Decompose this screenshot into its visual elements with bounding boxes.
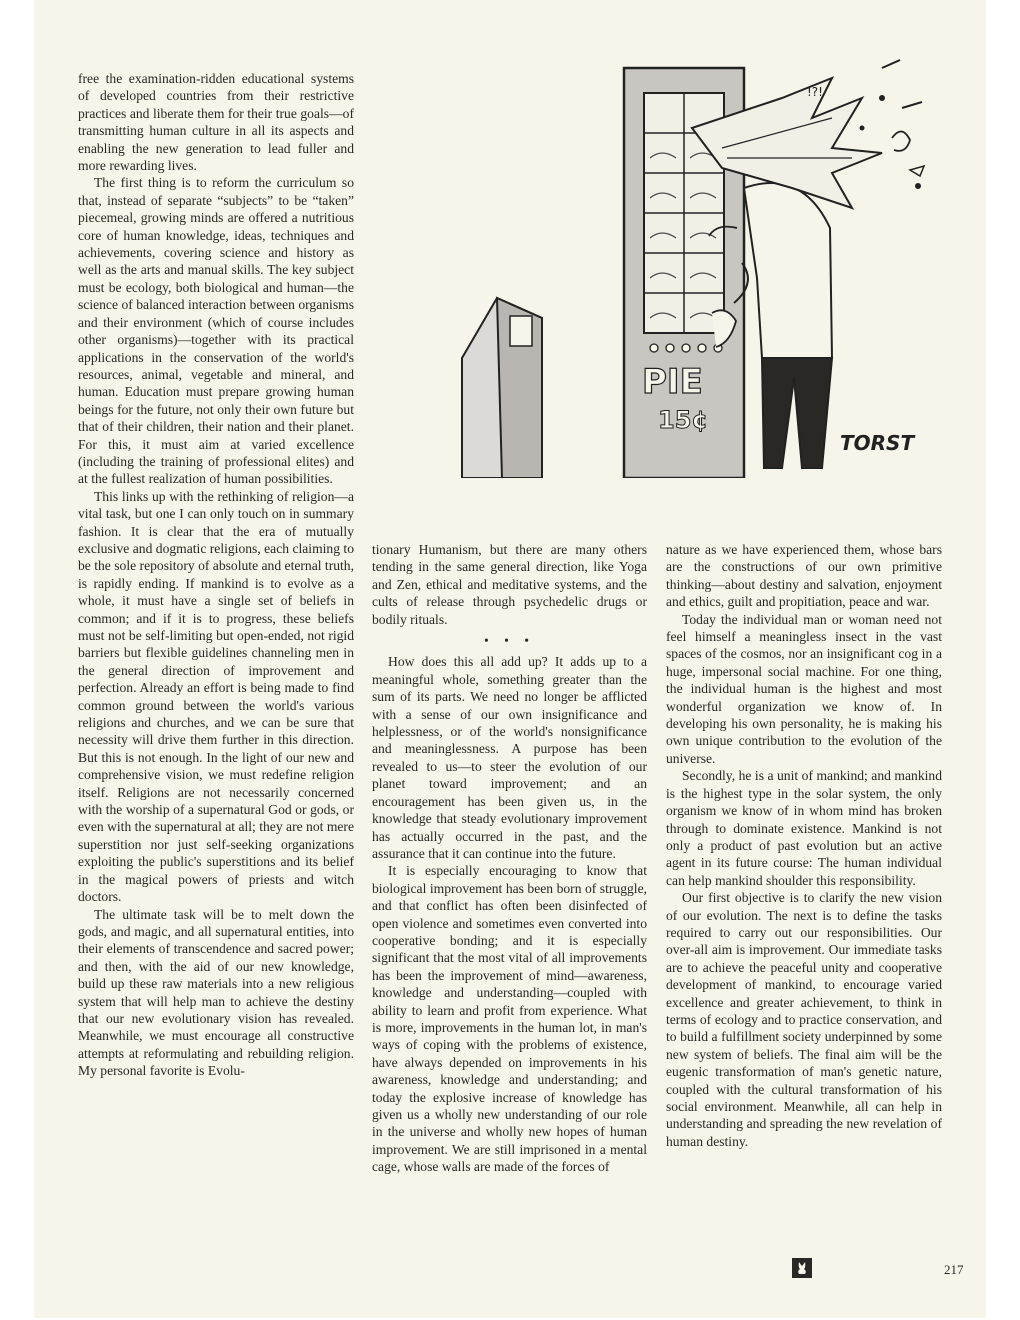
paragraph: The ultimate task will be to melt down the gods, and magic, and all supernatural entities, into their elements of transcendence and sacred power; and then, with the aid of our new knowledge, build up these raw materials into a new religious system that will help man to achieve the destiny that our new evolutionary vision has revealed. Meanwhile, we must encourage all constructive attempts at reformulating and rebuilding religion. My personal favorite is Evolu-: [78, 906, 354, 1079]
trash-bin: [462, 298, 542, 478]
paragraph: free the examination-ridden educational systems of developed countries from their restrictive practices and liberate them for their true goals—of transmitting human culture in all its aspects and enabling the new generation to lead fuller and more rewarding lives.: [78, 71, 354, 174]
paragraph: tionary Humanism, but there are many others tending in the same general direction, like Yoga and Zen, ethical and meditative systems, and the cults of release through psychedelic drugs or bodily rituals.: [372, 542, 647, 627]
section-break: • • •: [483, 633, 536, 649]
column-1: [78, 70, 354, 1080]
vending-machine-cartoon: [362, 58, 940, 478]
paragraph: Secondly, he is a unit of mankind; and mankind is the highest type in the solar system, the only organism we know of in whom mind has broken through to dominate existence. Mankind is not only a product of past evolution but an active agent in its future course: The human individual can help mankind shoulder this responsibility.: [666, 768, 942, 888]
paragraph: It is especially encouraging to know that biological improvement has been born of struggle, and that conflict has often been disinfected of open violence and sometimes even converted into cooperative bonding; and it is especially significant that the most vital of all improvements has been the improvement of mind—awareness, knowledge and understanding—coupled with ability to learn and profit from experience. What is more, improvements in the human lot, in man's ways of coping with the problems of existence, have always depended on improvements in his awareness, knowledge and understanding; and today the explosive increase of knowledge has given us a wholly new understanding of our role in the universe and wholly new hopes of human improvement. We are still imprisoned in a mental cage, whose walls are made of the forces of: [372, 863, 647, 1175]
splat-exclaim: !?!: [807, 85, 823, 99]
paragraph: nature as we have experienced them, whose bars are the constructions of our own primitive thinking—about destiny and salvation, enjoyment and ethics, guilt and propitiation, peace and war.: [666, 542, 942, 610]
magazine-page: [34, 0, 986, 1318]
column-3: [666, 541, 942, 1150]
page-number: 217: [944, 1262, 964, 1277]
artist-signature: TORST: [840, 431, 915, 455]
paragraph: The first thing is to reform the curriculum so that, instead of separate “subjects” to be “taken” piecemeal, growing minds are offered a nutritious core of human knowledge, ideas, techniques and achievements, covering science and history as well as the arts and manual skills. The key subject must be ecology, both biological and human—the science of balanced interaction between organisms and their environment (which of course includes other organisms)—together with its practical applications in the conservation of the world's resources, animal, vegetable and mineral, and human. Education must prepare growing human beings for the future, not only their own future but that of their children, their nation and their planet. For this, it must aim at varied excellence (including the training of professional elites) and at the fullest realization of human possibilities.: [78, 175, 354, 487]
paragraph: This links up with the rethinking of religion—a vital task, but one I can only touch on in summary fashion. It is clear that the era of mutually exclusive and dogmatic religions, each claiming to be the sole repository of absolute and eternal truth, is rapidly ending. If mankind is to evolve as a whole, it must have a single set of beliefs in common; and if it is to progress, these beliefs must not be self-limiting but open-ended, not rigid barriers but flexible guidelines channeling men in the general direction of improvement and perfection. Already an effort is being made to find common ground between the world's various religions and churches, and we can be sure that necessity will drive them further in this direction. But this is not enough. In the light of our new and comprehensive vision, we must redefine religion itself. Religions are not necessarily concerned with the worship of a supernatural God or gods, or even with the supernatural at all; they are not mere superstition nor just self-seeking organizations exploiting the public's superstitions and its belief in the magical powers of priests and witch doctors.: [78, 488, 354, 905]
sign-pie: PIE: [642, 362, 703, 402]
sign-price: 15¢: [658, 406, 709, 434]
paragraph: Today the individual man or woman need not feel himself a meaningless insect in the vast spaces of the cosmos, nor an insignificant cog in a huge, impersonal social machine. For one thing, the individual human is the highest and most wonderful organization we know of. In developing his own personality, he is making his own unique contribution to the evolution of the universe.: [666, 611, 942, 766]
column-2: [372, 541, 647, 1176]
paragraph: How does this all add up? It adds up to a meaningful whole, something greater than the sum of its parts. We need no longer be afflicted with a sense of our own insignificance and helplessness, or of the world's nonsignificance and meaninglessness. A purpose has been revealed to us—to steer the evolution of our planet toward improvement; and an encouragement has been given us, in the knowledge that steady evolutionary improvement has actually occurred in the past, and the assurance that it can continue into the future.: [372, 654, 647, 861]
paragraph: Our first objective is to clarify the new vision of our evolution. The next is to define the tasks required to carry out our responsibilities. Our over-all aim is improvement. Our immediate tasks are to achieve the peaceful unity and cooperative development of mankind, to encourage varied excellence and greater achievement, to think in terms of ecology and to practice conservation, and to build a fulfillment society underpinned by some new system of beliefs. The final aim will be the eugenic transformation of man's genetic nature, coupled with the cultural transformation of his social environment. Meanwhile, all can help in understanding and spreading the new revelation of human destiny.: [666, 890, 942, 1149]
rabbit-end-mark-icon: [792, 1258, 812, 1278]
